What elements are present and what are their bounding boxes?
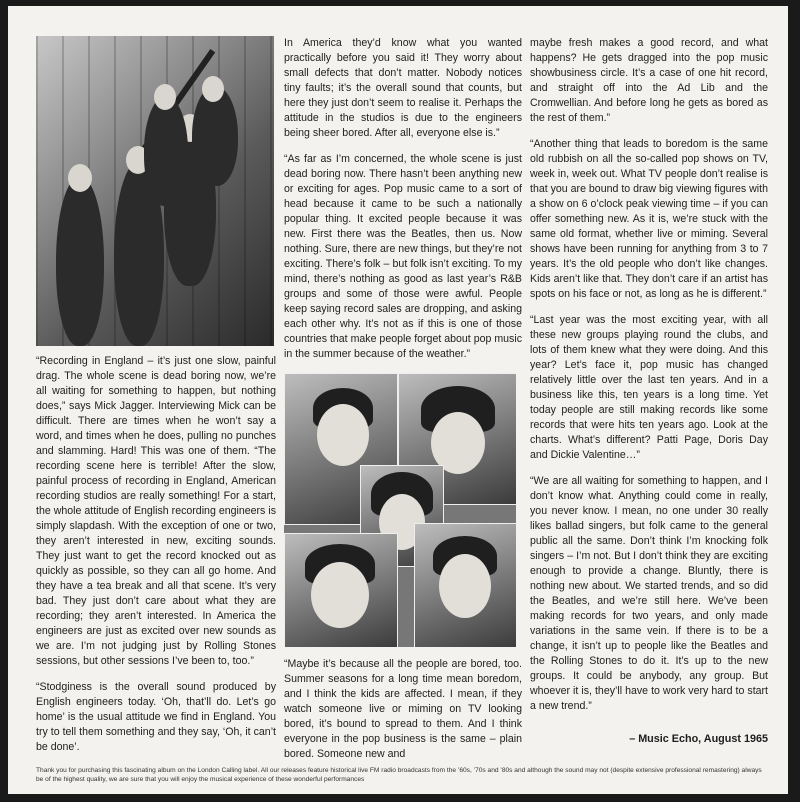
column-1 <box>36 36 276 766</box>
band-member-face <box>202 76 224 102</box>
band-photo-stairs <box>36 36 274 346</box>
article-paragraph: In America they’d know what you wanted practically before you said it! They worry about small defects that don’t matter. Nobody notices tiny faults; it’s the overall sound that counts, but here they just don’t seem to realise it. Perhaps the attitude in the studios is due to the engineers being sheer bored. After all, everyone else is.” <box>284 37 522 139</box>
insert-sheet <box>8 6 788 794</box>
portrait-tile <box>414 523 516 647</box>
article-paragraph: “Last year was the most exciting year, with all these new groups playing round the clubs, and lots of them knew what they were doing. And this year? Let’s face it, pop music has changed relatively little over the last ten years. And in a business like this, ten years is a long time. Yet today people are still making records like some records that were hits ten years ago. Look at the charts. What’s different? Patti Page, Doris Day and Dickie Valentine…” <box>530 314 768 461</box>
band-portrait-collage <box>284 373 516 647</box>
article-paragraph: “We are all waiting for something to happen, and I don’t know what. Anything could come in really, you never know. I mean, no one under 30 really likes ballad singers, but folk came to the general public all the same. Don’t think I’m knocking folk singers – I’m not. But I don’t think they are exciting enough to provide a change. Bluntly, there is nothing new about. We started trends, and so did the Beatles, and we’re still here. We’ve been making records for two years, and only made variations in the same vein. If there is to be a change, it isn’t up to people like the Beatles and the Rolling Stones to do it. It’s up to the new groups. It could be anybody, any group. But whoever it is, they’ll have to work very hard to start a new trend.” <box>530 475 768 712</box>
source-credit: – Music Echo, August 1965 <box>629 733 768 745</box>
article-paragraph: “Stodginess is the overall sound produced by English engineers today. ‘Oh, that’ll do. Let’s go home’ is the usual attitude we find in England. You try to tell them something and they say, ‘Oh, it can’t be done’. <box>36 681 276 753</box>
band-member-figure <box>144 96 188 206</box>
article-paragraph: “Another thing that leads to boredom is the same old rubbish on all the so-called pop shows on TV, week in, week out. What TV people don’t realise is that you are bound to draw big viewing figures with a show on 6 o’clock peak viewing time – if you can offer something new. As it is, we’re stuck with the same old format, whether live or miming. Several shows have been running for anything from 3 to 7 years. It’s the old people who don’t like changes. Kids aren’t like that. They don’t care if an artist has spots on his face or not, as long as he is different.” <box>530 138 768 300</box>
article-paragraph: “As far as I’m concerned, the whole scene is just dead boring now. There hasn’t been anything new or exciting for ages. Pop music came to a sort of head because it came to be such a nationally popular thing. It excited people because it was new. First there was the Beatles, then us. Now nothing. Sure, there are new things, but they’re not exciting. There’s folk – but folk isn’t exciting. To my mind, there’s nothing as good as last year’s R&B groups and some of those were awful. People keep saying record sales are dropping, and asking each other why. It’s not as if this is one of those countries that make people forget about pop music in the summer because of the weather.” <box>284 153 522 360</box>
column-3 <box>530 36 768 747</box>
article-paragraph: maybe fresh makes a good record, and what happens? He gets dragged into the pop music showbusiness circle. It’s a case of one hit record, and straight off into the Ad Lib and the Cromwellian. And before long he gets as bored as the rest of them.” <box>530 37 768 124</box>
band-member-face <box>68 164 92 192</box>
footer-note: Thank you for purchasing this fascinating album on the London Calling label. All our releases feature historical live FM radio broadcasts from the ’60s, ’70s and ’80s and although the sound may not (despite extensive professional remastering) always be of the highest quality, we are sure that you will enjoy the musical experience of these wonderful performances <box>36 767 762 783</box>
portrait-tile <box>284 533 398 647</box>
article-paragraph: “Recording in England – it’s just one slow, painful drag. The whole scene is dead boring now, we’re all waiting for something to happen, but nothing does,” says Mick Jagger. Interviewing Mick can be difficult. There are times when he won’t say a word, and times when he does, pulling no punches and slamming. Hard! This was one of them. “The recording scene here is terrible! After the slow, painful process of recording in England, American recording studios are really something! For a start, the whole attitude of English recording engineers is simply slapdash. With the exception of one or two, they aren’t interested in new, exciting sounds. They just want to get the record knocked out as quickly as possible, so they can all go home. And they have a tea break and all that scene. It’s very bad. They just don’t care about what they are recording; they aren’t interested. In America the engineers are just as excited over new sounds as we are. I’m not judging just by Rolling Stones sessions, but other sessions I’ve been to, too.” <box>36 355 276 667</box>
article-paragraph: “Maybe it’s because all the people are bored, too. Summer seasons for a long time mean boredom, and I think the kids are affected. I mean, if they watch someone live or miming on TV looking bored, it’s bound to spread to them. And I think everyone in the pop business is the same – plain bored. Someone new and <box>284 658 522 760</box>
band-member-figure <box>56 176 104 346</box>
band-member-face <box>154 84 176 110</box>
column-2 <box>284 36 522 773</box>
